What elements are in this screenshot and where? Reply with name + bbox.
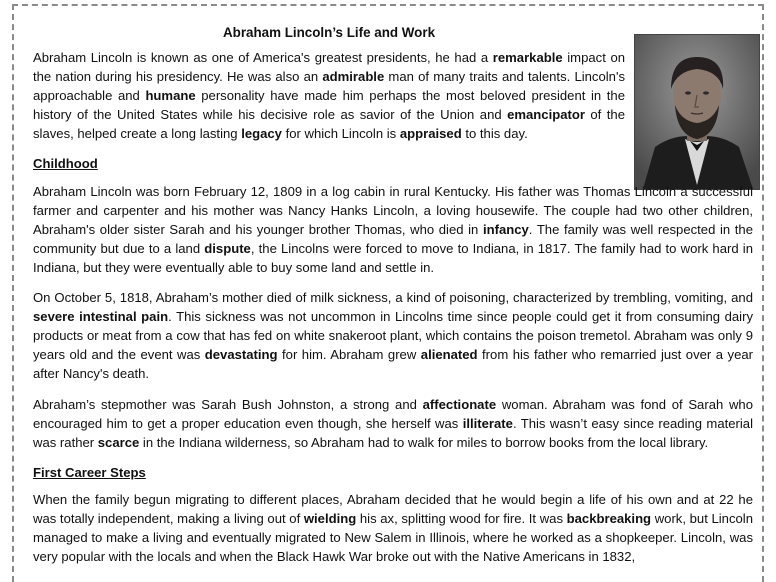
- bold-term: backbreaking: [566, 510, 652, 526]
- text-run: Abraham Lincoln is known as one of America's greatest presidents, he had a: [33, 50, 493, 65]
- page-border-left: [12, 4, 14, 582]
- section-heading-childhood: Childhood: [33, 156, 98, 172]
- bold-term: affectionate: [422, 396, 497, 412]
- bold-term: humane: [145, 88, 196, 104]
- bold-term: devastating: [204, 347, 278, 363]
- bold-term: illiterate: [462, 415, 513, 431]
- bold-term: emancipator: [507, 107, 585, 123]
- text-run: for which Lincoln is: [281, 126, 400, 142]
- text-run: from his father who remarried just over a year after Nancy's death.: [33, 347, 754, 382]
- intro-paragraph: [33, 48, 625, 143]
- text-run: On October 5, 1818, Abraham’s mother died of milk sickness, a kind of poisoning, characterized by trembling, vomiting, and: [33, 290, 753, 306]
- text-run: work, but Lincoln managed to make a living and eventually migrated to New Salem in Illinois, where he worked as a shopkeeper. Lincoln, was very popular with the locals and when the Black Hawk War broke out with the Native Americans in 1832,: [33, 510, 753, 565]
- bold-term: remarkable: [492, 50, 563, 65]
- text-run: When the family begun migrating to different places, Abraham decided that he would begin a life of his own and at 22 he was totally independent, making a living out of: [33, 491, 753, 526]
- bold-term: admirable: [322, 69, 385, 85]
- document-title: Abraham Lincoln’s Life and Work: [222, 25, 436, 40]
- text-run: for him. Abraham grew: [277, 347, 421, 363]
- text-run: woman. Abraham was fond of Sarah who encouraged him to get a proper education even though, she herself was: [33, 396, 753, 431]
- text-run: of the slaves, helped create a long lasting: [33, 107, 625, 142]
- text-run: Abraham Lincoln was born February 12, 1809 in a log cabin in rural Kentucky. His father was Thomas Lincoln a successful farmer and carpenter and his mother was Nancy Hanks Lincoln, a loving housewife. The couple had two other children, Abraham's older sister Sarah and his younger brother Thomas, who died in: [33, 183, 753, 237]
- childhood-paragraph-3: [33, 395, 753, 452]
- bold-term: scarce: [97, 434, 140, 450]
- bold-term: legacy: [241, 126, 282, 142]
- text-run: . The family was well respected in the community but due to a land: [33, 221, 753, 256]
- text-run: his ax, splitting wood for fire. It was: [356, 510, 567, 526]
- bold-term: wielding: [303, 510, 357, 526]
- text-run: impact on the nation during his presidency. He was also an: [33, 50, 626, 85]
- section-heading-first-career-steps: First Career Steps: [33, 464, 146, 480]
- bold-term: severe intestinal pain: [33, 309, 169, 325]
- page-border-right: [762, 4, 764, 582]
- page-border-top: [12, 4, 764, 6]
- text-run: , the Lincolns were forced to move to Indiana, in 1817. The family had to work hard in Indiana, but they were eventually able to buy some land and settle in.: [33, 240, 753, 275]
- text-run: man of many traits and talents. Lincoln's approachable and: [33, 69, 625, 104]
- text-run: Abraham’s stepmother was Sarah Bush Johnston, a strong and: [33, 396, 423, 412]
- text-run: . This wasn’t easy since reading material was rather: [33, 415, 754, 450]
- bold-term: alienated: [420, 347, 478, 363]
- bold-term: dispute: [204, 240, 251, 256]
- childhood-paragraph-2: [33, 288, 753, 383]
- career-paragraph-1: [33, 490, 753, 566]
- document-body: [33, 24, 753, 577]
- text-run: in the Indiana wilderness, so Abraham had to walk for miles to borrow books from the local library.: [139, 434, 709, 450]
- bold-term: appraised: [399, 126, 462, 142]
- text-run: personality have made him perhaps the most beloved president in the history of the United States while his decisive role as savior of the Union and: [33, 88, 625, 123]
- childhood-paragraph-1: [33, 182, 753, 277]
- bold-term: infancy: [482, 221, 529, 237]
- text-run: . This sickness was not uncommon in Lincolns time since people could get it from consuming dairy products or meat from a cow that has fed on white snakeroot plant, which contains the poison tremetol. Abraham was only 9 years old and the event was: [33, 309, 753, 363]
- text-run: to this day.: [461, 126, 528, 142]
